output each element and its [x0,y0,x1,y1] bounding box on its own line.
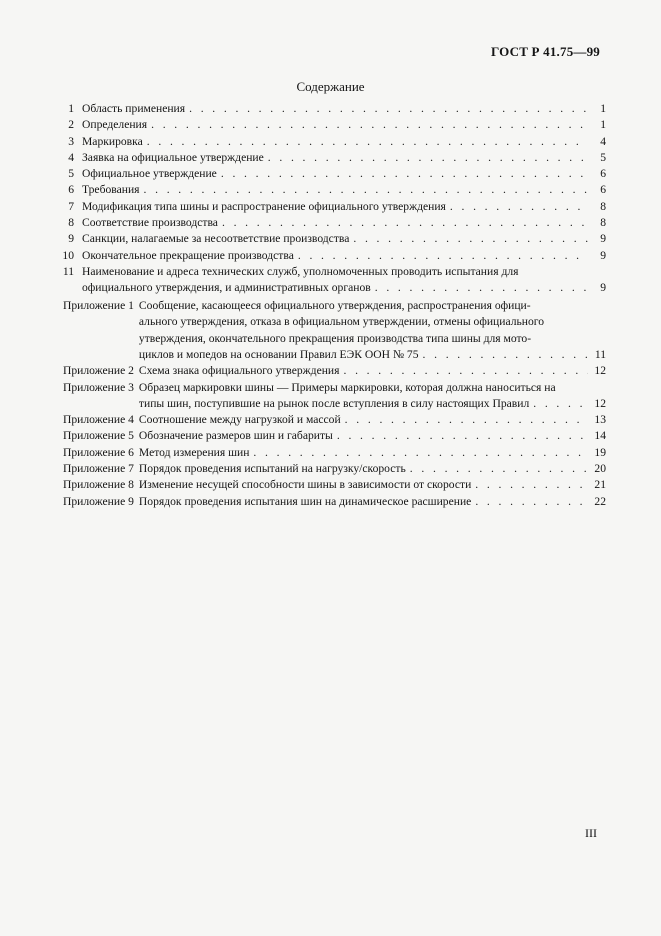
toc-entry-number: 2 [68,118,74,132]
toc-entry-page: 9 [600,281,606,295]
dot-leader [189,101,588,117]
toc-entry-section-1[interactable] [63,101,606,117]
page-number: III [585,826,597,840]
toc-entry-appendix-3[interactable] [63,380,606,413]
toc-title: Содержание [296,79,365,94]
toc-entry-title: Модификация типа шины и распространение официального утверждения [82,199,446,213]
dot-leader [345,412,588,428]
toc-entry-title: Метод измерения шин [138,445,250,459]
toc-entry-title: Область применения [82,102,186,115]
toc-entry-page: 21 [594,478,606,492]
dot-leader [450,199,588,215]
dot-leader [423,347,589,363]
toc-entry-appendix-2[interactable] [63,363,606,379]
toc-entry-title-line: Сообщение, касающееся официального утверждения, распространения офици- [138,299,531,313]
dot-leader [533,396,588,412]
dot-leader [375,280,588,296]
toc-entry-number: 8 [68,216,74,230]
dot-leader [144,182,589,198]
toc-entry-number: 7 [68,199,74,213]
toc-entry-section-11[interactable] [63,264,606,297]
toc-entry-title: Требования [82,183,140,197]
toc-entry-appendix-7[interactable] [63,461,606,477]
toc-entry-number: 6 [68,183,74,197]
toc-entry-title: Порядок проведения испытаний на нагрузку/скорость [138,462,406,476]
appendix-label: Приложение 8 [63,478,134,492]
toc-entry-page: 1 [600,102,606,115]
toc-entry-appendix-9[interactable] [63,494,606,510]
toc-entry-page: 20 [594,462,606,476]
toc-entry-title: Обозначение размеров шин и габариты [138,429,333,443]
toc-entry-section-7[interactable] [63,199,606,215]
toc-entry-title-line: официального утверждения, и административных органов [82,281,371,295]
toc-entry-page: 9 [600,232,606,246]
toc-entry-number: 4 [68,150,74,164]
toc-entry-number: 9 [68,232,74,246]
document-code: ГОСТ Р 41.75—99 [491,44,600,59]
toc-entry-section-5[interactable] [63,166,606,182]
dot-leader [151,117,588,133]
appendix-label: Приложение 2 [63,364,134,378]
dot-leader [475,477,588,493]
toc-entry-page: 5 [600,150,606,164]
toc-entry-appendix-5[interactable] [63,428,606,444]
toc-entry-page: 11 [594,347,606,361]
toc-entry-page: 22 [594,494,606,508]
toc-entry-page: 9 [600,248,606,262]
dot-leader [337,428,588,444]
dot-leader [221,166,588,182]
appendix-label: Приложение 4 [63,413,134,427]
toc-entry-title: Заявка на официальное утверждение [82,150,264,164]
toc-entry-page: 8 [600,199,606,213]
toc-entry-title: Изменение несущей способности шины в зависимости от скорости [138,478,472,492]
toc-entry-page: 19 [594,445,606,459]
toc-entry-number: 5 [68,167,74,181]
dot-leader [343,363,588,379]
toc-entry-section-3[interactable] [63,134,606,150]
toc-entry-title-line: ального утверждения, отказа в официальном утверждении, отмены официального [138,315,545,329]
dot-leader [222,215,588,231]
toc-entry-section-10[interactable] [63,248,606,264]
toc-entry-title: Порядок проведения испытания шин на динамическое расширение [138,494,472,508]
dot-leader [147,134,588,150]
toc-entry-title-line: Наименование и адреса технических служб, уполномоченных проводить испытания для [82,264,519,278]
toc-entry-title-line: циклов и мопедов на основании Правил ЕЭК ООН № 75 [138,347,419,361]
toc-entry-section-9[interactable] [63,231,606,247]
toc-entry-title: Соотношение между нагрузкой и массой [138,413,341,427]
appendix-label: Приложение 9 [63,494,134,508]
toc-entry-page: 4 [600,134,606,148]
toc-entry-appendix-4[interactable] [63,412,606,428]
dot-leader [475,494,588,510]
toc-entry-page: 14 [594,429,606,443]
toc-entry-title: Определения [82,118,148,132]
toc-entry-section-4[interactable] [63,150,606,166]
toc-entry-page: 6 [600,183,606,197]
toc-entry-page: 12 [594,396,606,410]
toc-entry-title-line: Образец маркировки шины — Примеры маркировки, которая должна наноситься на [138,380,556,394]
toc-entry-number: 1 [68,102,74,115]
appendix-label: Приложение 7 [63,462,134,476]
toc-entry-section-2[interactable] [63,117,606,133]
appendix-label: Приложение 1 [63,299,134,313]
toc-entry-page: 1 [600,118,606,132]
appendix-label: Приложение 5 [63,429,134,443]
toc-entry-number: 11 [62,264,74,278]
dot-leader [353,231,588,247]
toc-entry-page: 13 [594,413,606,427]
appendix-label: Приложение 6 [63,445,134,459]
dot-leader [253,445,588,461]
toc-entry-number: 3 [68,134,74,148]
toc-entry-section-6[interactable] [63,182,606,198]
toc-entry-page: 6 [600,167,606,181]
toc-entry-title: Окончательное прекращение производства [82,248,294,262]
toc-entry-title: Схема знака официального утверждения [138,364,340,378]
toc-entry-title: Официальное утверждение [82,167,217,181]
appendix-label: Приложение 3 [63,380,134,394]
toc-entry-title: Маркировка [82,134,143,148]
toc-entry-appendix-8[interactable] [63,477,606,493]
toc-entry-title: Санкции, налагаемые за несоответствие производства [82,232,350,246]
toc-entry-appendix-6[interactable] [63,445,606,461]
toc-entry-title: Соответствие производства [82,216,218,230]
toc-entry-number: 10 [62,248,74,262]
toc-entry-appendix-1[interactable] [63,298,606,363]
dot-leader [268,150,588,166]
table-of-contents [63,101,606,510]
toc-entry-page: 12 [594,364,606,378]
toc-entry-section-8[interactable] [63,215,606,231]
dot-leader [410,461,588,477]
dot-leader [298,248,588,264]
toc-entry-title-line: утверждения, окончательного прекращения производства типа шины для мото- [138,331,532,345]
toc-entry-title-line: типы шин, поступившие на рынок после вступления в силу настоящих Правил [138,396,530,410]
toc-entry-page: 8 [600,216,606,230]
